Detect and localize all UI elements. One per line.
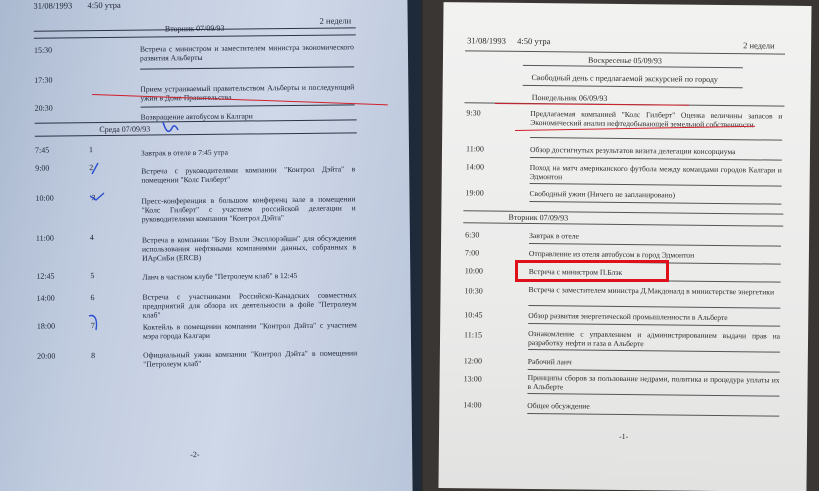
right-week: 2 недели [743,40,775,51]
event-text: Встреча в компании "Боу Вэлли Эксплорэйшн" для обсуждения использования нефтяными компаниями данных, собранных в ИАрСиБи (ERCB) [141,233,357,263]
event-number: 2 [89,163,94,173]
event-number: 6 [90,293,95,303]
right-day2-title: Понедельник 06/09/93 [531,93,608,103]
event-time: 11:15 [464,330,483,340]
event-number: 1 [88,145,94,155]
left-date: 31/08/1993 [33,0,73,11]
rule [527,393,779,397]
event-time: 11:00 [35,233,54,243]
event-time: 15:30 [33,45,53,55]
event-time: 18:00 [36,321,56,331]
rule [530,137,782,141]
event-text: Возвращение автобусом в Калгари [140,111,253,122]
right-document-page [438,2,811,491]
event-text: Предлагаемая компанией "Колс Гилберт" Оценка величины запасов и Экономический анализ нефтедобывающей земельной собственности [530,109,783,130]
event-time: 19:00 [465,188,484,198]
right-day1-line: Свободный день с предлагаемой экскурсией по городу [531,73,718,84]
event-time: 13:00 [463,374,482,384]
event-text: Завтрак в отеле [529,230,579,241]
rule [141,104,355,107]
event-time: 12:00 [463,356,483,366]
event-text: Встреча с участниками Российско-Канадских совместных предприятий для обзора их деятельности в фойе "Петролеум клаб" [142,290,357,320]
event-text: Встреча с заместителем министра Д.Макдоналд в министерстве энергетики [528,284,775,297]
rule [528,369,780,373]
left-week: 2 недели [319,15,352,26]
event-number: 7 [90,321,95,331]
rule [523,85,743,88]
rule [528,305,780,309]
right-photo [423,0,819,491]
event-text: Свободный ужин (Ничего не запланировано) [529,188,676,200]
event-time: 10:00 [35,193,54,203]
event-text: Прием устраиваемый правительством Альберты и последующий ужин в Доме Правительства [140,82,355,103]
event-text: Обзор развития энергетической промышленности в Альберте [528,310,728,323]
rule [528,323,780,327]
right-time: 4:50 утра [517,35,551,47]
right-date: 31/08/1993 [467,35,506,46]
rule [140,66,354,69]
event-text: Официальный ужин компании "Контрол Дэйта" в помещении "Петролеум клаб" [143,348,358,369]
left-page-number: -2- [190,450,200,460]
blue-pen-tick [88,160,102,178]
event-text: Поход на матч американского футбола между командами городов Калгари и Эдмонтон [529,162,782,182]
event-time: 14:00 [36,293,55,303]
rule [530,157,782,161]
left-day1-title: Вторник 07/09/93 [164,23,225,34]
event-text: Принципы сборов за пользование недрами, политика и процедура уплаты их в Альберте [527,372,780,392]
event-time: 20:00 [37,351,56,361]
blue-pen-tick [88,190,108,204]
right-day3-title: Вторник 07/09/93 [508,212,569,223]
rule [530,183,782,187]
left-day2-title: Среда 07/09/93 [99,124,151,135]
event-text: Завтрак в отеле в 7:45 утра [140,147,228,158]
event-time: 14:00 [463,400,482,410]
rule [34,34,356,38]
rule [528,349,780,353]
right-page-number: -1- [618,431,629,442]
event-text: Рабочий ланч [527,356,572,367]
red-highlight-box [515,260,669,282]
event-number: 5 [90,271,95,281]
event-time: 7:45 [34,145,50,155]
event-time: 11:00 [465,144,485,154]
blue-pen-mark [86,312,104,334]
event-time: 17:30 [34,75,53,85]
event-text: Коктейль в помещении компании "Контрол Дэйта" с участием мэра города Калгари [142,320,357,341]
event-number: 4 [89,233,94,243]
event-text: Встреча с министром и заместителем министра экономического развития Альберты [139,42,354,63]
event-time: 6:30 [465,230,480,240]
event-number: 3 [91,193,96,203]
event-time: 14:00 [465,162,485,172]
event-text: Отправление из отеля автобусом в город Эдмонтон [528,248,695,260]
rule [463,222,783,226]
right-day1-title: Воскресенье 05/09/93 [587,55,662,66]
event-text: Встреча с министром П.Блэк [528,266,623,277]
event-time: 20:30 [34,103,53,113]
rule [529,243,781,247]
event-time: 10:45 [464,310,483,320]
event-time: 9:30 [466,108,481,118]
event-text: Пресс-конференция в большом конференц зале в помещении "Колс Гилберт" с участием российской делегации и руководителями компании "Контрол Дэйта" [141,194,356,224]
event-text: Общее обсуждение [527,400,590,411]
event-text: Ознакомление с управлением и администрированием выдачи прав на разработку нефти и газа в Альберте [527,328,781,349]
blue-pen-check [160,118,182,136]
event-text: Ланч в частном клубе "Петролеум клаб" в 12:45 [142,270,298,282]
event-time: 10:30 [464,286,483,296]
event-time: 12:45 [36,271,55,281]
event-number: 8 [91,351,96,361]
left-time: 4:50 утра [87,0,121,11]
event-text: Встреча с руководителями компании "Контрол Дэйта" в помещении "Колс Гилберт" [141,164,356,185]
event-time: 9:00 [35,163,50,173]
rule [529,201,781,205]
event-time: 10:00 [464,266,484,276]
rule [527,413,779,417]
event-time: 7:00 [464,248,480,258]
event-text: Обзор достигнутых результатов визита делегации консорциума [529,145,736,157]
